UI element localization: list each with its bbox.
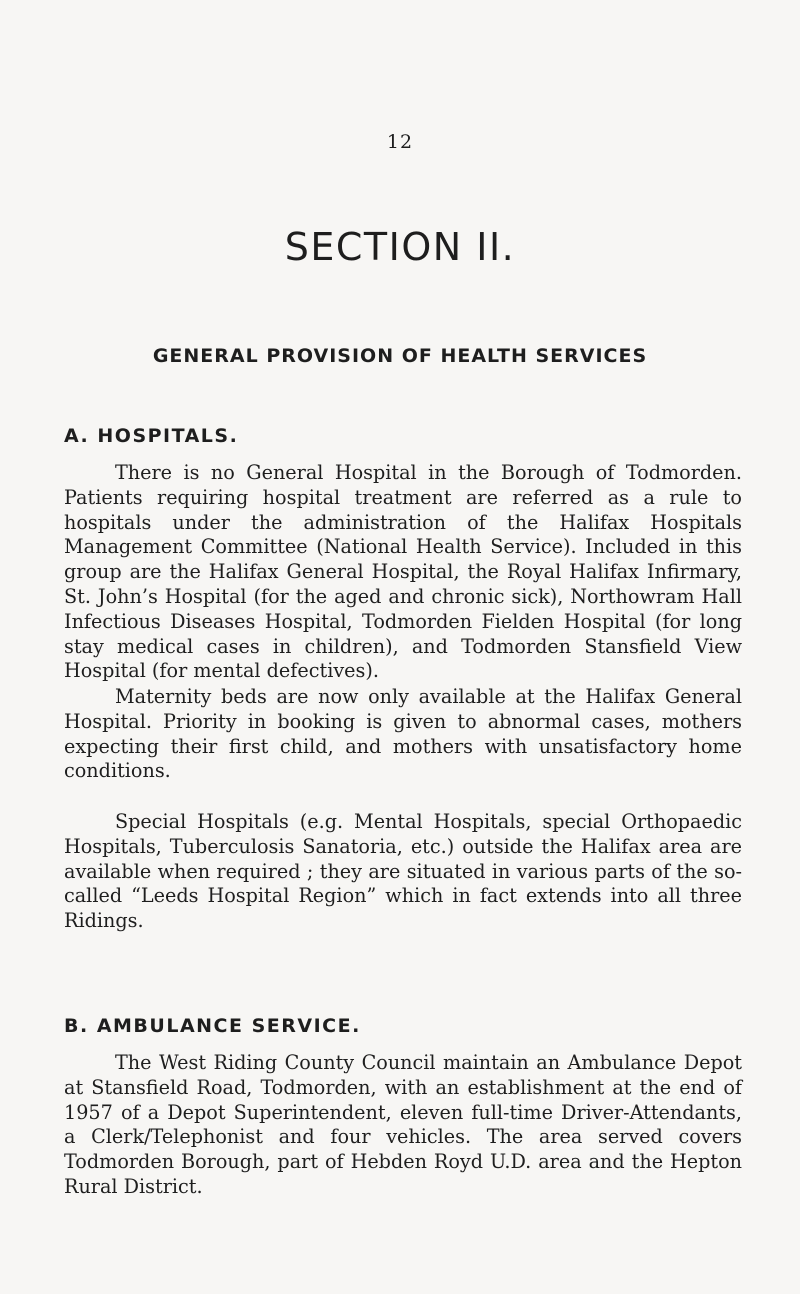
hospitals-paragraph-3: Special Hospitals (e.g. Mental Hospitals, special Orthopaedic Hospitals, Tuberculosis Sanatoria, etc.) outside the Halifax area are available when required ; they are situated in various parts of the so-called “Leeds Hospital Region” which in fact extends into all three Ridings. (64, 810, 742, 933)
ambulance-paragraph-1: The West Riding County Council maintain an Ambulance Depot at Stansfield Road, Todmorden, with an establishment at the end of 1957 of a Depot Superintendent, eleven full-time Driver-Attendants, a Clerk/Telephonist and four vehicles. The area served covers Todmorden Borough, part of Hebden Royd U.D. area and the Hepton Rural District. (64, 1051, 742, 1198)
page-number: 12 (386, 131, 414, 153)
hospitals-paragraph-1: There is no General Hospital in the Borough of Todmorden. Patients requiring hospital treatment are referred as a rule to hospitals under the administration of the Halifax Hospitals Management Committee (National Health Service). Included in this group are the Halifax General Hospital, the Royal Halifax Infirmary, St. John’s Hospital (for the aged and chronic sick), Northowram Hall Infectious Diseases Hospital, Todmorden Fielden Hospital (for long stay medical cases in children), and Todmorden Stansfield View Hospital (for mental defectives). (64, 461, 742, 683)
hospitals-paragraph-2: Maternity beds are now only available at the Halifax General Hospital. Priority in booking is given to abnormal cases, mothers expecting their first child, and mothers with unsatisfactory home conditions. (64, 685, 742, 783)
hospitals-heading: A. HOSPITALS. (64, 425, 239, 447)
main-heading: GENERAL PROVISION OF HEALTH SERVICES (152, 345, 648, 367)
section-title: SECTION II. (284, 225, 516, 269)
ambulance-heading: B. AMBULANCE SERVICE. (64, 1015, 361, 1037)
